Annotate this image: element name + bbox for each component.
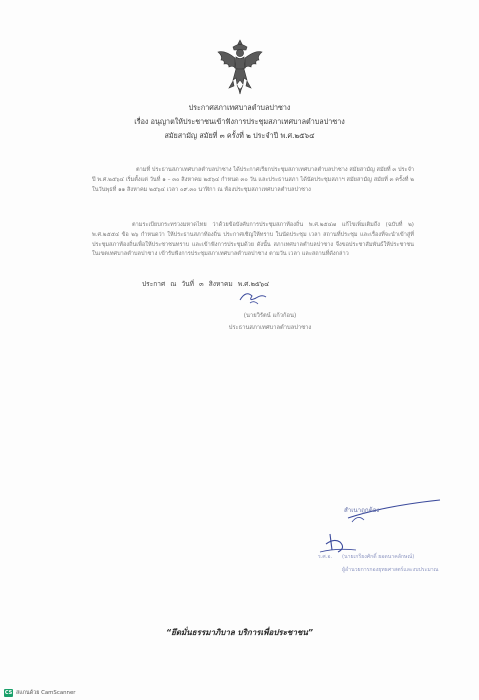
session-line: สมัยสามัญ สมัยที่ ๓ ครั้งที่ ๒ ประจำปี พ.ศ.๒๕๖๔ (164, 131, 315, 140)
body-paragraph-1: ตามที่ ประธานสภาเทศบาลตำบลปาซาง ได้ประกาศเรียกประชุมสภาเทศบาลตำบลปาซาง สมัยสามัญ สมัยที่ ๓ ประจำปี พ.ศ.๒๕๖๔ เริ่มตั้งแต่ วันที่ ๑ – ๓๐ สิงหาคม ๒๕๖๔ กำหนด ๓๐ วัน และประธานสภา ได้นัดประชุมสภาฯ สมัยสามัญ สมัยที่ ๓ ครั้งที่ ๒ ในวันพุธที่ ๑๑ สิงหาคม ๒๕๖๔ เวลา ๐๙.๓๐ นาฬิกา ณ ห้องประชุมสภาเทศบาลตำบลปาซาง (92, 167, 414, 193)
camscanner-text: สแกนด้วย CamScanner (16, 690, 76, 696)
garuda-emblem (215, 38, 265, 96)
copy-prefix: ร.ศ.อ. (318, 554, 333, 560)
camscanner-logo-icon: CS (4, 690, 13, 696)
signer-title: ประธานสภาเทศบาลตำบลปาซาง (228, 325, 312, 331)
declaration-date: ประกาศ ณ วันที่ ๓ สิงหาคม พ.ศ.๒๕๖๔ (142, 280, 270, 288)
chairman-signature (236, 288, 270, 308)
signer-name: (นายวิรัตน์ แก้วก้อน) (243, 313, 297, 319)
camscanner-footer (4, 689, 76, 697)
certified-copy-label: สำเนาถูกต้อง (344, 507, 380, 514)
copy-signer-title: ผู้อำนวยการกองยุทธศาสตร์และงบประมาณ (342, 567, 439, 573)
announcement-subject: เรื่อง อนุญาตให้ประชาชนเข้าฟังการประชุมสภาเทศบาลตำบลปาซาง (134, 117, 345, 126)
copy-signer-name: (นายเกรียงศักดิ์ ยอดนาคลักษณ์) (342, 554, 415, 560)
announcement-header: ประกาศสภาเทศบาลตำบลปาซาง (188, 103, 291, 112)
slogan: “ยึดมั่นธรรมาภิบาล บริการเพื่อประชาชน” (165, 628, 313, 637)
body-paragraph-2: ตามระเบียบกระทรวงมหาดไทย ว่าด้วยข้อบังคับการประชุมสภาท้องถิ่น พ.ศ.๒๕๔๗ แก้ไขเพิ่มเติมถึง (ฉบับที่ ๒) พ.ศ.๒๕๕๔ ข้อ ๒๖ กำหนดว่า ให้ประธานสภาท้องถิ่น ประกาศเชิญให้ทราบ ในนัดประชุม เวลา สถานที่ประชุม และเรื่องที่จะนำเข้าสู่ที่ประชุมสภาท้องถิ่นเพื่อให้ประชาชนทราบ และเข้าฟังการประชุมด้วย ดังนั้น สภาเทศบาลตำบลปาซาง จึงขอประชาสัมพันธ์ให้ประชาชนในเขตเทศบาลตำบลปาซาง เข้ารับฟังการประชุมสภาเทศบาลตำบลปาซาง ตามวัน เวลา และสถานที่ดังกล่าว (92, 222, 414, 258)
